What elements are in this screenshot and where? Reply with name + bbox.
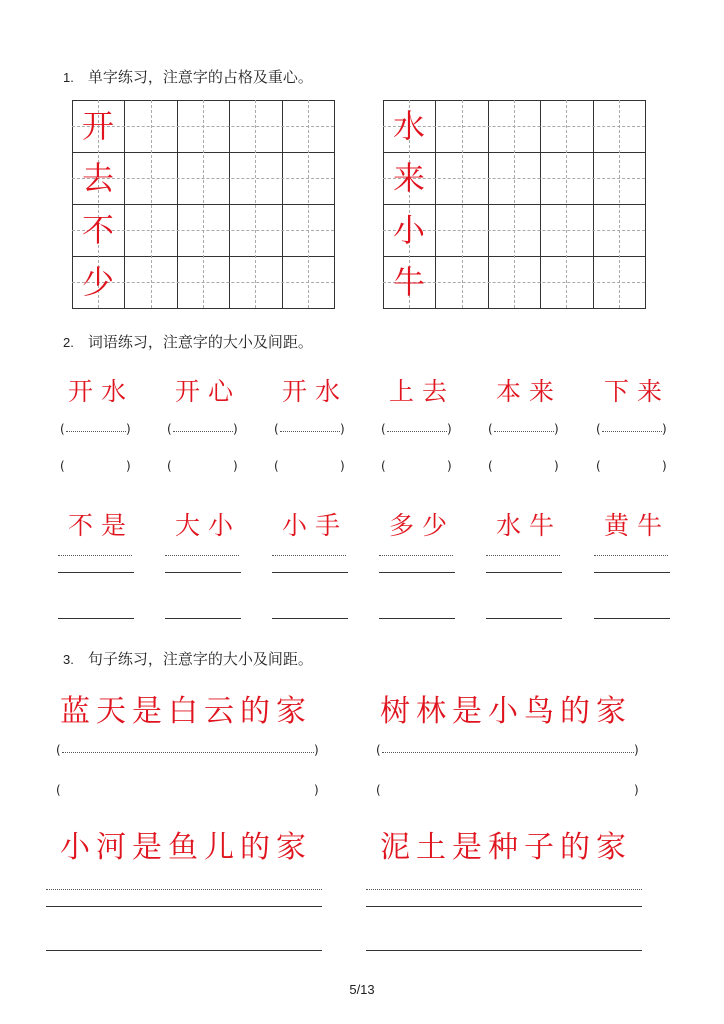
word-row2: 不是 [68, 511, 135, 540]
paren-close: ) [126, 422, 131, 436]
paren-open: ( [60, 459, 65, 473]
paren-open: ( [488, 459, 493, 473]
paren-close: ) [662, 422, 667, 436]
grid-guide-vertical [514, 100, 515, 308]
paren-dotted-line [494, 431, 554, 432]
sentence-row2: 泥土是种子的家 [380, 830, 632, 865]
practice-character: 去 [81, 159, 114, 197]
writing-line [594, 572, 670, 573]
word-row1: 开心 [175, 377, 242, 406]
writing-line [272, 618, 348, 619]
paren-dotted-line [382, 752, 634, 753]
word-row1: 本来 [496, 377, 563, 406]
section-3-heading: 句子练习，注意字的大小及间距。 [87, 650, 313, 668]
section-1-title [63, 66, 313, 87]
page-number: 5/13 [349, 982, 375, 997]
section-3-number: 3. [63, 652, 74, 667]
writing-line [486, 618, 562, 619]
paren-open: ( [376, 783, 381, 797]
writing-line [165, 618, 241, 619]
section-1-heading: 单字练习，注意字的占格及重心。 [87, 68, 313, 86]
paren-close: ) [662, 459, 667, 473]
writing-guide-dotted [366, 889, 642, 890]
paren-close: ) [314, 743, 319, 757]
writing-line [486, 572, 562, 573]
grid-guide-vertical [619, 100, 620, 308]
paren-close: ) [447, 422, 452, 436]
practice-character: 来 [392, 159, 425, 197]
paren-open: ( [167, 422, 172, 436]
paren-open: ( [596, 459, 601, 473]
paren-dotted-line [62, 752, 314, 753]
practice-character: 少 [81, 263, 114, 301]
writing-line [366, 950, 642, 951]
writing-line [366, 906, 642, 907]
paren-close: ) [126, 459, 131, 473]
grid-guide-vertical [255, 100, 256, 308]
writing-line [379, 572, 455, 573]
section-2-title [63, 331, 313, 352]
paren-close: ) [340, 422, 345, 436]
paren-dotted-line [66, 431, 126, 432]
section-2-heading: 词语练习，注意字的大小及间距。 [87, 333, 313, 351]
sentence-row1: 蓝天是白云的家 [60, 694, 312, 729]
paren-open: ( [274, 459, 279, 473]
paren-open: ( [274, 422, 279, 436]
paren-open: ( [381, 422, 386, 436]
paren-open: ( [376, 743, 381, 757]
writing-line [46, 906, 322, 907]
paren-close: ) [554, 422, 559, 436]
word-row2: 多少 [389, 511, 456, 540]
practice-character: 开 [81, 107, 114, 145]
section-1-number: 1. [63, 70, 74, 85]
sentence-row1: 树林是小鸟的家 [380, 694, 632, 729]
paren-close: ) [233, 459, 238, 473]
paren-open: ( [56, 783, 61, 797]
grid-guide-vertical [308, 100, 309, 308]
grid-guide-vertical [462, 100, 463, 308]
writing-line [594, 618, 670, 619]
paren-open: ( [56, 743, 61, 757]
writing-line [272, 572, 348, 573]
paren-open: ( [488, 422, 493, 436]
practice-character: 小 [392, 211, 425, 249]
paren-dotted-line [173, 431, 233, 432]
writing-guide-dotted [379, 555, 453, 556]
paren-close: ) [554, 459, 559, 473]
word-row1: 下来 [604, 377, 671, 406]
practice-character: 不 [81, 211, 114, 249]
grid-guide-vertical [203, 100, 204, 308]
word-row1: 上去 [389, 377, 456, 406]
writing-guide-dotted [272, 555, 346, 556]
paren-open: ( [381, 459, 386, 473]
section-2-number: 2. [63, 335, 74, 350]
writing-guide-dotted [486, 555, 560, 556]
word-row1: 开水 [282, 377, 349, 406]
writing-guide-dotted [58, 555, 132, 556]
paren-close: ) [447, 459, 452, 473]
paren-dotted-line [387, 431, 447, 432]
grid-guide-vertical [566, 100, 567, 308]
paren-close: ) [634, 743, 639, 757]
sentence-row2: 小河是鱼儿的家 [60, 830, 312, 865]
practice-character: 水 [392, 107, 425, 145]
writing-line [165, 572, 241, 573]
writing-guide-dotted [46, 889, 322, 890]
paren-dotted-line [280, 431, 340, 432]
paren-open: ( [596, 422, 601, 436]
word-row2: 小手 [282, 511, 349, 540]
writing-line [58, 572, 134, 573]
paren-close: ) [314, 783, 319, 797]
writing-guide-dotted [165, 555, 239, 556]
section-3-title [63, 648, 313, 669]
practice-character: 牛 [392, 263, 425, 301]
word-row1: 开水 [68, 377, 135, 406]
word-row2: 黄牛 [604, 511, 671, 540]
word-row2: 大小 [175, 511, 242, 540]
grid-guide-vertical [151, 100, 152, 308]
paren-open: ( [60, 422, 65, 436]
paren-dotted-line [602, 431, 662, 432]
writing-line [58, 618, 134, 619]
paren-close: ) [233, 422, 238, 436]
paren-open: ( [167, 459, 172, 473]
word-row2: 水牛 [496, 511, 563, 540]
writing-guide-dotted [594, 555, 668, 556]
writing-line [379, 618, 455, 619]
paren-close: ) [634, 783, 639, 797]
paren-close: ) [340, 459, 345, 473]
writing-line [46, 950, 322, 951]
